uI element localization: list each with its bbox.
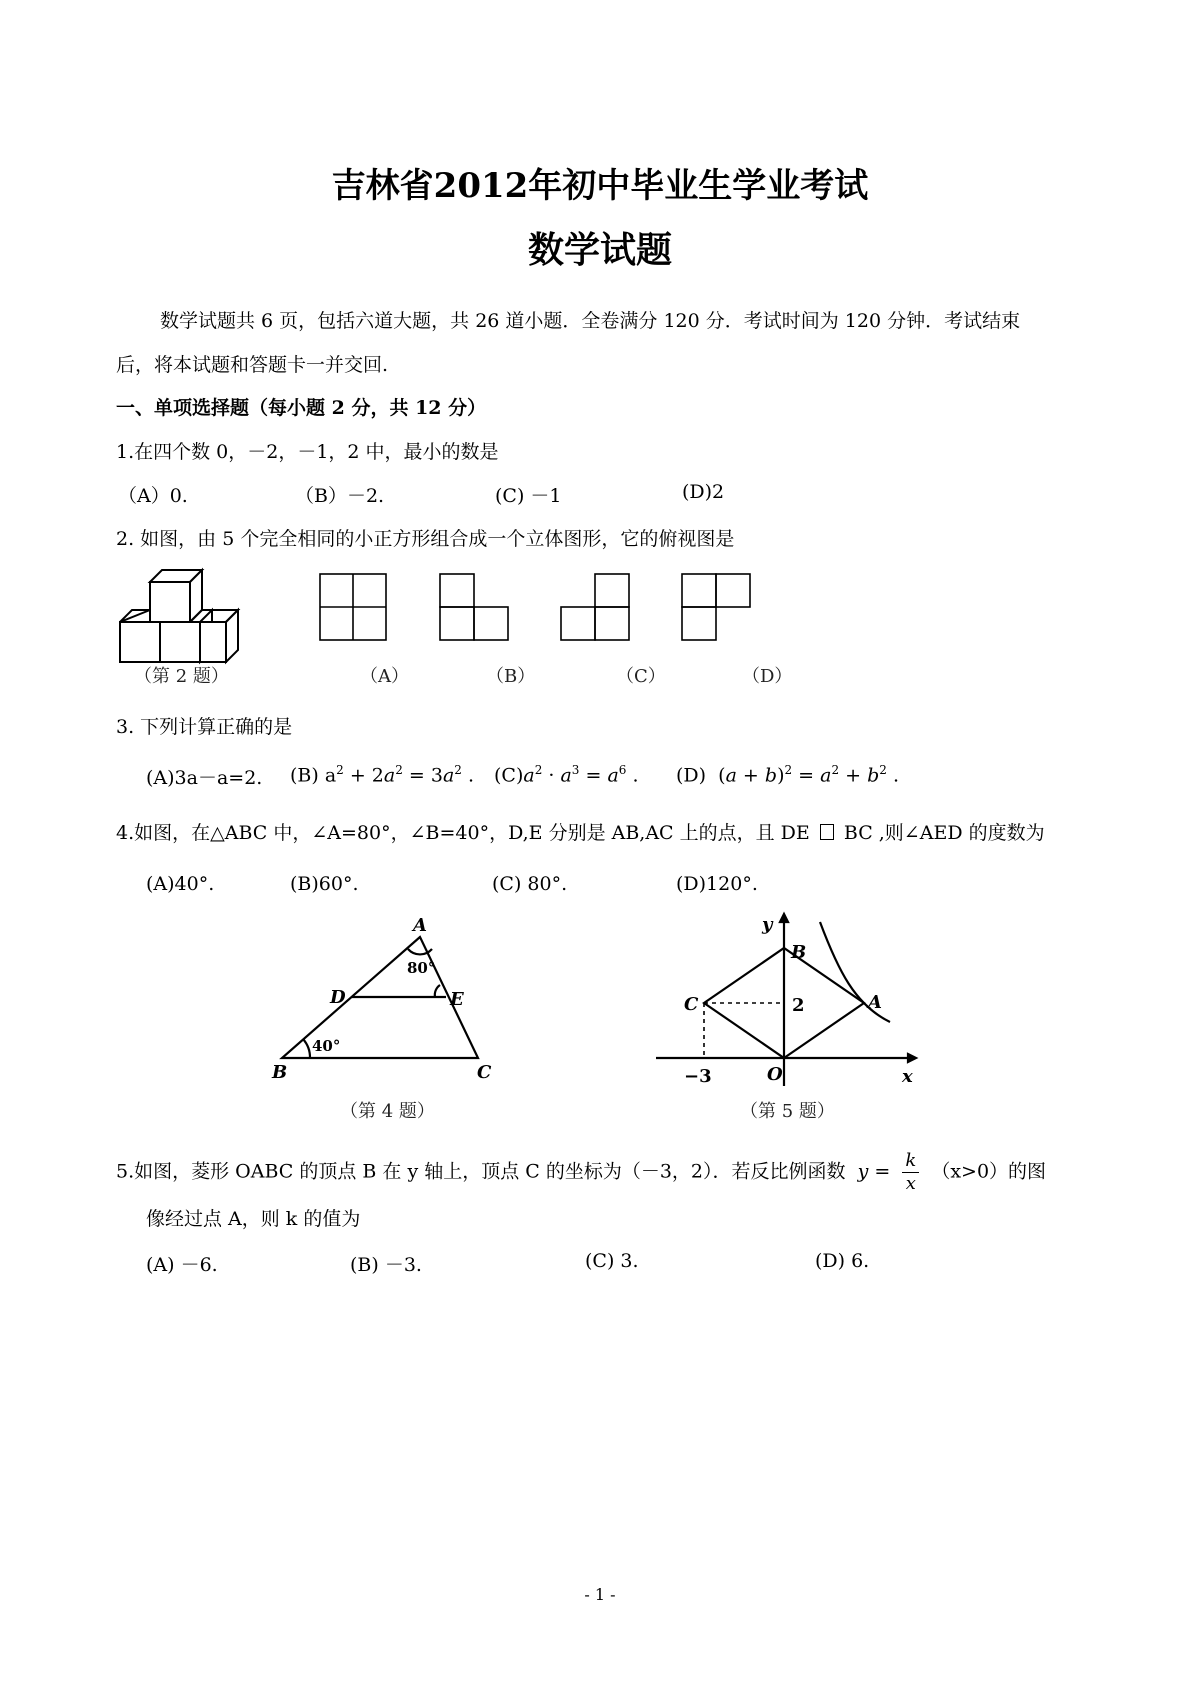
q2-caption-c: （C） (616, 666, 666, 687)
q4-option-a: (A)40°. (146, 873, 215, 895)
fig5-label-x: x (902, 1066, 913, 1087)
fig5-label-neg3: −3 (684, 1066, 712, 1087)
q2-solid-figure (120, 570, 238, 662)
q2-option-c-figure (561, 574, 629, 640)
q2-option-a-figure (320, 574, 386, 640)
fig4-caption: （第 4 题） (340, 1101, 435, 1122)
fig4-angle-a: 80° (407, 959, 436, 977)
fig4-label-a: A (413, 915, 427, 936)
q5-stem: 5.如图，菱形 OABC 的顶点 B 在 y 轴上，顶点 C 的坐标为（－3，2）．若反比例函数 y = $\frac{k}{x}$ （x>0）的图 (116, 1150, 1047, 1194)
q5-option-b: (B) －3. (350, 1254, 422, 1276)
intro-line-1: 数学试题共 6 页，包括六道大题，共 26 道小题．全卷满分 120 分．考试时间为 120 分钟．考试结束 (160, 310, 1021, 332)
fig4-label-c: C (477, 1062, 492, 1083)
q2-caption-b: （B） (486, 666, 536, 687)
fig5-label-two: 2 (792, 995, 805, 1016)
q2-caption-d: （D） (742, 666, 793, 687)
q3-option-c: $(C)a^2 \cdot a^3 = a^6$ . (494, 763, 639, 787)
exam-subtitle: 数学试题 (527, 229, 672, 271)
fig4-label-d: D (330, 987, 346, 1008)
q2-option-d-figure (682, 574, 750, 640)
q3-stem: 3. 下列计算正确的是 (116, 716, 293, 738)
fig4-angle-b: 40° (312, 1037, 341, 1055)
fig5-caption: （第 5 题） (740, 1101, 835, 1122)
q2-caption-main: （第 2 题） (134, 666, 229, 687)
fig5-label-a: A (868, 992, 882, 1013)
section-heading: 一、单项选择题（每小题 2 分，共 12 分） (116, 397, 487, 419)
intro-line-2: 后，将本试题和答题卡一并交回. (116, 354, 389, 376)
q2-option-b-figure (440, 574, 508, 640)
exam-title: 吉林省2012年初中毕业生学业考试 (331, 166, 869, 206)
parallel-symbol (820, 824, 834, 840)
fig5-label-y: y (762, 914, 773, 935)
q4-option-d: (D)120°. (676, 873, 758, 895)
q3-option-b: (B) $a^2 + 2a^2 = 3a^2$ . (290, 763, 475, 787)
q5-option-c: (C) 3. (585, 1250, 639, 1272)
fig5-label-o: O (767, 1064, 783, 1085)
q5-option-d: (D) 6. (815, 1250, 870, 1272)
q5-option-a: (A) －6. (146, 1254, 218, 1276)
q5-fraction: $\frac{k}{x}$ (902, 1150, 919, 1195)
figure-5-rhombus (650, 910, 920, 1095)
fig4-label-e: E (450, 989, 464, 1010)
fig5-label-c: C (684, 994, 699, 1015)
q2-stem: 2. 如图，由 5 个完全相同的小正方形组合成一个立体图形，它的俯视图是 (116, 528, 735, 550)
q3-option-a: (A)3a－a=2. (146, 767, 263, 789)
q5-stem-line-2: 像经过点 A，则 k 的值为 (146, 1208, 361, 1230)
q3-option-d: (D) $(a + b)^2 = a^2 + b^2$ . (676, 763, 899, 787)
q1-option-d: (D)2 (682, 481, 725, 503)
q4-option-b: (B)60°. (290, 873, 359, 895)
q1-option-b: （B）－2. (295, 485, 385, 507)
q1-stem: 1.在四个数 0，－2，－1，2 中，最小的数是 (116, 441, 499, 463)
figure-4-triangle (270, 915, 530, 1085)
q2-caption-a: （A） (360, 666, 409, 687)
fig5-label-b: B (791, 942, 807, 963)
q1-option-a: （A）0. (118, 485, 188, 507)
fig4-label-b: B (272, 1062, 288, 1083)
q4-stem: 4.如图，在△ABC 中，∠A=80°，∠B=40°，D,E 分别是 AB,AC 上的点，且 DE BC ,则∠AED 的度数为 (116, 822, 1045, 844)
q4-option-c: (C) 80°. (492, 873, 568, 895)
q1-option-c: (C) －1 (495, 485, 562, 507)
page-number: - 1 - (584, 1585, 616, 1604)
